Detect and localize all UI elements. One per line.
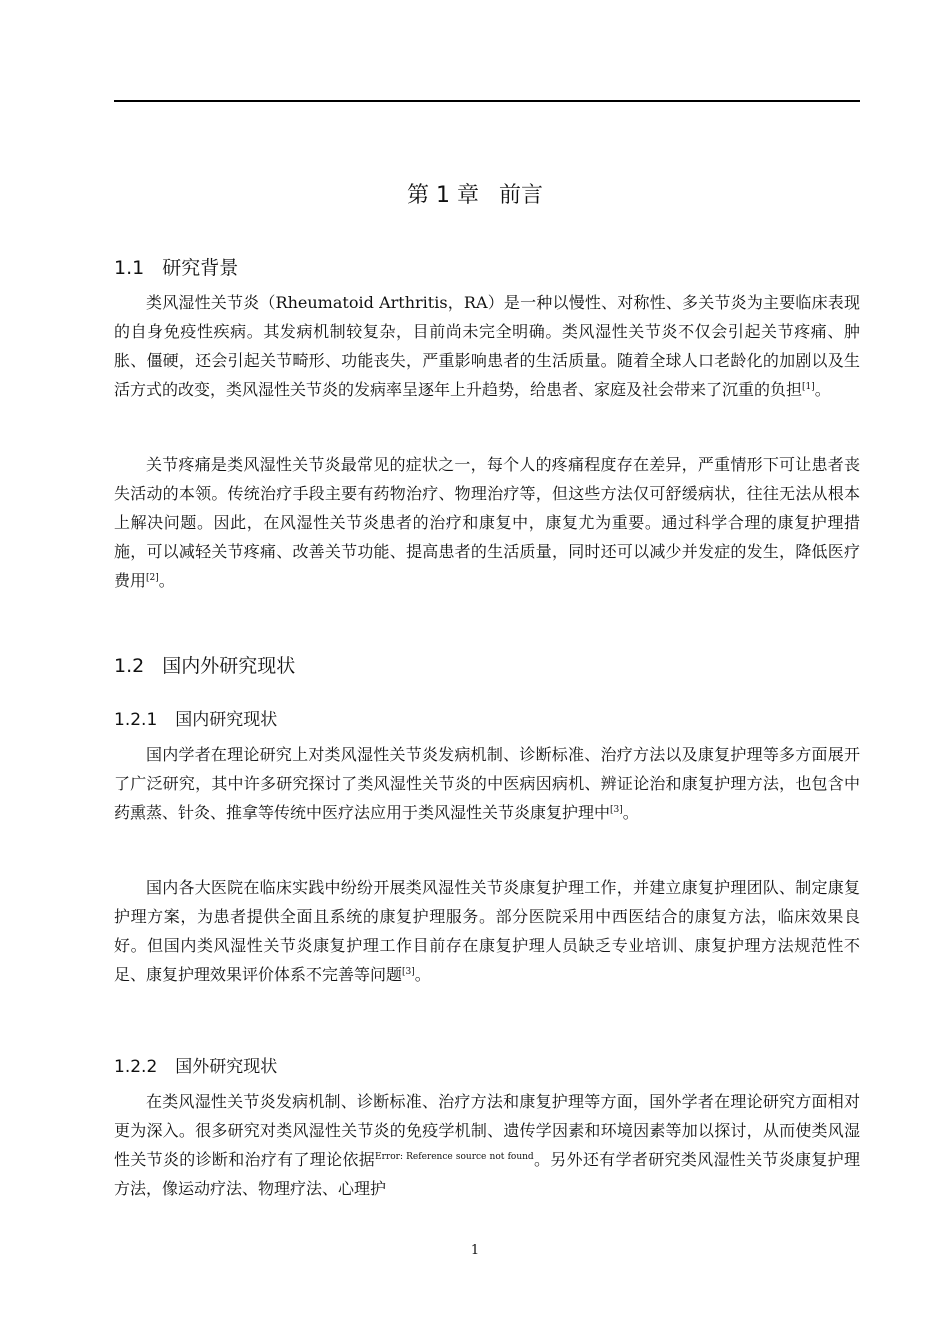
paragraph-end: 。: [814, 380, 831, 399]
section-number: 1.2.2: [114, 1057, 158, 1077]
section-title: 国外研究现状: [175, 1057, 278, 1077]
paragraph-domestic-2: [114, 873, 860, 989]
citation: [3]: [610, 805, 623, 815]
paragraph-background-2: [114, 450, 860, 595]
section-number: 1.2: [114, 655, 145, 677]
section-heading-1-2-1: [114, 705, 277, 730]
section-number: 1.2.1: [114, 710, 158, 730]
paragraph-end: 。: [158, 571, 175, 590]
section-heading-1-2-2: [114, 1052, 277, 1077]
section-title: 研究背景: [162, 257, 239, 279]
paragraph-end: 。: [622, 803, 639, 822]
section-number: 1.1: [114, 257, 145, 279]
paragraph-end: 。另外还有学者研究类风湿性关节炎康复护理方法，像运动疗法、物理疗法、心理护: [114, 1150, 860, 1198]
page-number: 1: [470, 1243, 480, 1258]
paragraph-foreign-1: [114, 1087, 860, 1203]
chapter-name: 前言: [498, 183, 543, 208]
header-rule: [114, 100, 860, 102]
reference-error: Error: Reference source not found: [375, 1152, 534, 1162]
section-heading-1-2: [114, 651, 295, 678]
paragraph-text: 类风湿性关节炎（Rheumatoid Arthritis，RA）是一种以慢性、对称性、多关节炎为主要临床表现的自身免疫性疾病。其发病机制较复杂，目前尚未完全明确。类风湿性关节炎不仅会引起关节疼痛、肿胀、僵硬，还会引起关节畸形、功能丧失，严重影响患者的生活质量。随着全球人口老龄化的加剧以及生活方式的改变，类风湿性关节炎的发病率呈逐年上升趋势，给患者、家庭及社会带来了沉重的负担: [114, 293, 860, 399]
section-title: 国内外研究现状: [162, 655, 296, 677]
chapter-title: [0, 178, 950, 209]
paragraph-background-1: [114, 288, 860, 404]
citation: [3]: [402, 967, 415, 977]
paragraph-text: 关节疼痛是类风湿性关节炎最常见的症状之一，每个人的疼痛程度存在差异，严重情形下可让患者丧失活动的本领。传统治疗手段主要有药物治疗、物理治疗等，但这些方法仅可舒缓病状，往往无法从根本上解决问题。因此，在风湿性关节炎患者的治疗和康复中，康复尤为重要。通过科学合理的康复护理措施，可以减轻关节疼痛、改善关节功能、提高患者的生活质量，同时还可以减少并发症的发生，降低医疗费用: [114, 455, 860, 590]
paragraph-domestic-1: [114, 740, 860, 827]
section-title: 国内研究现状: [175, 710, 278, 730]
citation: [1]: [802, 382, 815, 392]
section-heading-1-1: [114, 253, 238, 280]
paragraph-text: 在类风湿性关节炎发病机制、诊断标准、治疗方法和康复护理等方面，国外学者在理论研究方面相对更为深入。很多研究对类风湿性关节炎的免疫学机制、遗传学因素和环境因素等加以探讨，从而使类风湿性关节炎的诊断和治疗有了理论依据: [114, 1092, 860, 1169]
paragraph-text: 国内学者在理论研究上对类风湿性关节炎发病机制、诊断标准、治疗方法以及康复护理等多方面展开了广泛研究，其中许多研究探讨了类风湿性关节炎的中医病因病机、辨证论治和康复护理方法，也包含中药熏蒸、针灸、推拿等传统中医疗法应用于类风湿性关节炎康复护理中: [114, 745, 860, 822]
paragraph-end: 。: [414, 965, 431, 984]
chapter-number: 第 1 章: [407, 183, 479, 208]
paragraph-text: 国内各大医院在临床实践中纷纷开展类风湿性关节炎康复护理工作，并建立康复护理团队、制定康复护理方案，为患者提供全面且系统的康复护理服务。部分医院采用中西医结合的康复方法，临床效果良好。但国内类风湿性关节炎康复护理工作目前存在康复护理人员缺乏专业培训、康复护理方法规范性不足、康复护理效果评价体系不完善等问题: [114, 878, 860, 984]
citation: [2]: [146, 573, 159, 583]
